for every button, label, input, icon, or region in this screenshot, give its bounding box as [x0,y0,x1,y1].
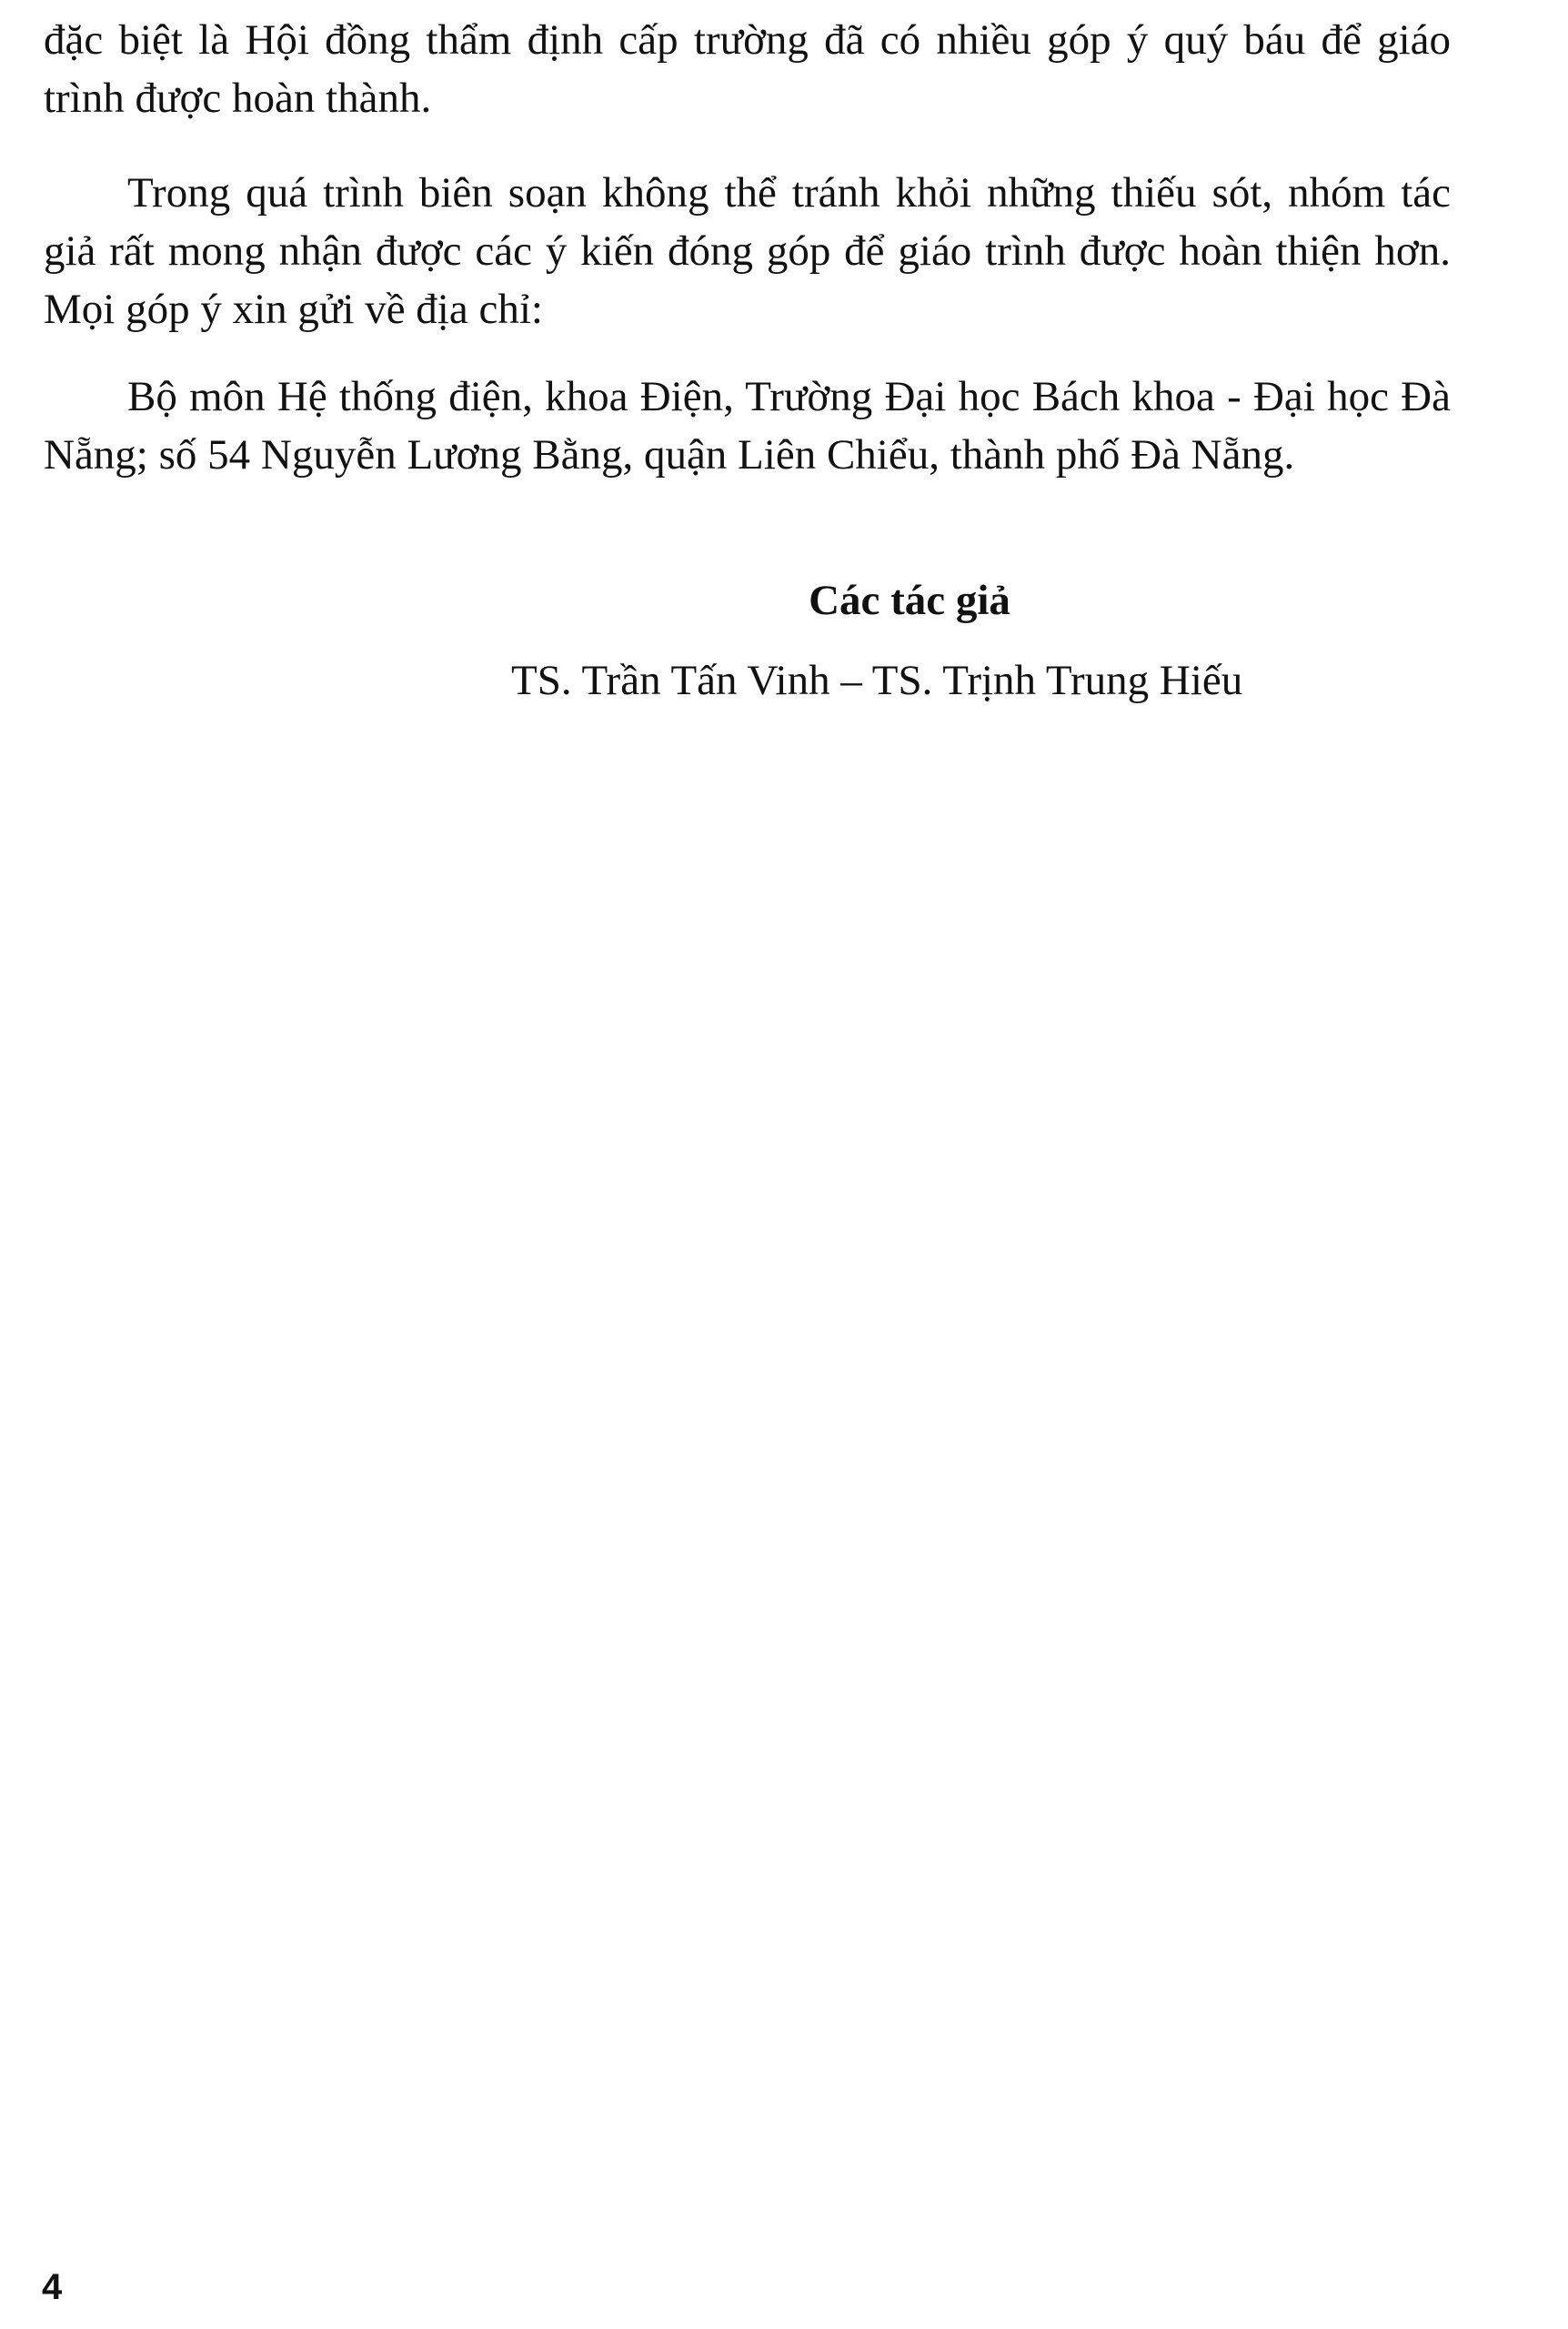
preface-paragraph-address [44,368,1451,484]
paragraph-text: Bộ môn Hệ thống điện, khoa Điện, Trường Đại học Bách khoa - Đại học Đà Nẵng; số 54 Nguyễn Lương Bằng, quận Liên Chiểu, thành phố Đà Nẵng. [44,373,1451,479]
author-names: TS. Trần Tấn Vinh – TS. Trịnh Trung Hiếu [511,657,1243,704]
signature-heading: Các tác giả [809,577,1010,624]
page-number: 4 [42,2267,63,2307]
preface-paragraph-feedback [44,164,1451,338]
paragraph-text: đặc biệt là Hội đồng thẩm định cấp trường đã có nhiều góp ý quý báu để giáo trình được hoàn thành. [44,16,1451,122]
paragraph-text: Trong quá trình biên soạn không thể tránh khỏi những thiếu sót, nhóm tác giả rất mong nhận được các ý kiến đóng góp để giáo trình được hoàn thiện hơn. Mọi góp ý xin gửi về địa chỉ: [44,169,1451,333]
preface-paragraph-continuation [44,11,1451,127]
